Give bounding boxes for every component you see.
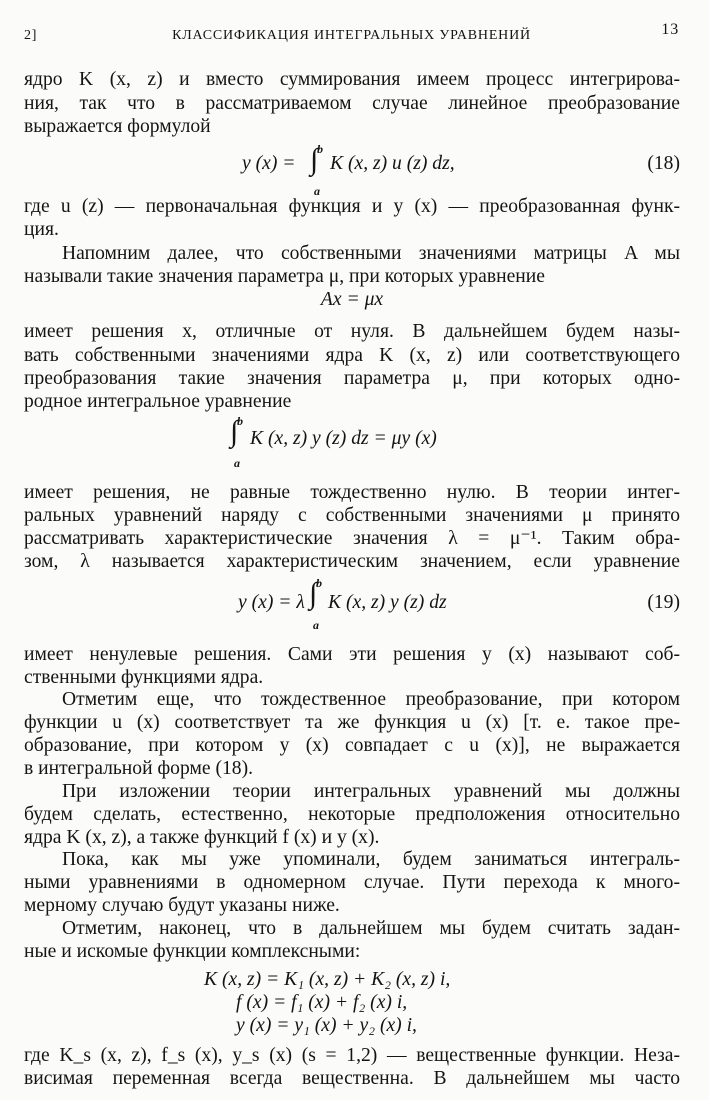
equation-number: (19) — [647, 592, 680, 613]
text-line: образование, при котором y (x) совпадает с u (x)], не выражается — [24, 735, 680, 756]
text-line: преобразования такие значения параметра μ, при которых одно- — [24, 368, 680, 389]
integral-sign: ∫ — [310, 143, 319, 176]
page-number: 13 — [661, 21, 679, 38]
text-line: где K_s (x, z), f_s (x), y_s (x) (s = 1,2) — вещественные функции. Неза- — [24, 1045, 680, 1066]
complex-eq-f: f (x) = f₁ (x) + f₂ (x) i, — [236, 992, 408, 1013]
text-line: зом, λ называется характеристическим значением, если уравнение — [24, 551, 680, 572]
eq19-body: K (x, z) y (z) dz — [328, 592, 447, 613]
complex-eq-y: y (x) = y₁ (x) + y₂ (x) i, — [236, 1015, 417, 1036]
text-line: родное интегральное уравнение — [24, 391, 292, 412]
text-line: вать собственными значениями ядра K (x, z) или соответствующего — [24, 345, 680, 366]
section-number: 2] — [24, 28, 38, 43]
integral-sign: ∫ — [230, 415, 239, 448]
equation-matrix: Ax = μx — [320, 289, 384, 310]
eq-homog-body: K (x, z) y (z) dz = μy (x) — [250, 428, 437, 449]
text-line: где u (z) — первоначальная функция и y (x) — преобразованная функ- — [24, 196, 680, 217]
text-line: висимая переменная всегда вещественна. В дальнейшем мы часто — [24, 1068, 680, 1089]
text-line: будем сделать, естественно, некоторые предположения относительно — [24, 804, 680, 825]
text-line: выражается формулой — [24, 116, 211, 137]
text-line: имеет решения x, отличные от нуля. В дальнейшем будем назы- — [24, 321, 680, 342]
text-line: При изложении теории интегральных уравнений мы должны — [62, 781, 680, 802]
text-line: Напомним далее, что собственными значениями матрицы A мы — [62, 243, 680, 264]
eq19-lhs: y (x) = λ — [238, 592, 305, 613]
upper-limit: b — [237, 414, 243, 428]
text-line: в интегральной форме (18). — [24, 758, 253, 779]
lower-limit: a — [313, 618, 319, 632]
lower-limit: a — [314, 184, 320, 198]
lower-limit: a — [234, 456, 240, 470]
text-line: Пока, как мы уже упоминали, будем заниматься интеграль- — [62, 849, 680, 870]
text-line: имеет решения, не равные тождественно нулю. В теории интег- — [24, 482, 680, 503]
running-header — [24, 22, 679, 46]
equation-number: (18) — [647, 153, 680, 174]
upper-limit: b — [316, 576, 322, 590]
text-line: Отметим еще, что тождественное преобразование, при котором — [62, 689, 680, 710]
text-line: имеет ненулевые решения. Сами эти решения y (x) называют соб- — [24, 644, 680, 665]
text-line: ния, так что в рассматриваемом случае линейное преобразование — [24, 93, 680, 114]
chapter-title: КЛАССИФИКАЦИЯ ИНТЕГРАЛЬНЫХ УРАВНЕНИЙ — [172, 28, 531, 43]
text-line: рассматривать характеристические значения λ = μ⁻¹. Таким обра- — [24, 528, 680, 549]
text-line: Отметим, наконец, что в дальнейшем мы будем считать задан- — [62, 918, 680, 939]
eq18-body: K (x, z) u (z) dz, — [330, 153, 455, 174]
text-line: называли такие значения параметра μ, при которых уравнение — [24, 266, 545, 287]
integral-sign: ∫ — [309, 577, 318, 610]
text-line: ядро K (x, z) и вместо суммирования имеем процесс интегрирова- — [24, 69, 680, 90]
text-line: ядра K (x, z), а также функций f (x) и y (x). — [24, 827, 380, 848]
eq18-lhs: y (x) = — [242, 153, 296, 174]
text-line: ральных уравнений наряду с собственными значениями μ принято — [24, 505, 680, 526]
text-line: функции u (x) соответствует та же функция u (x) [т. е. такое пре- — [24, 712, 680, 733]
complex-eq-kernel: K (x, z) = K₁ (x, z) + K₂ (x, z) i, — [204, 969, 451, 990]
text-line: мерному случаю будут указаны ниже. — [24, 895, 340, 916]
text-line: ственными функциями ядра. — [24, 667, 264, 688]
text-line: ными уравнениями в одномерном случае. Пути перехода к много- — [24, 872, 680, 893]
text-line: ция. — [24, 219, 59, 240]
text-line: ные и искомые функции комплексными: — [24, 941, 361, 962]
upper-limit: b — [317, 142, 323, 156]
